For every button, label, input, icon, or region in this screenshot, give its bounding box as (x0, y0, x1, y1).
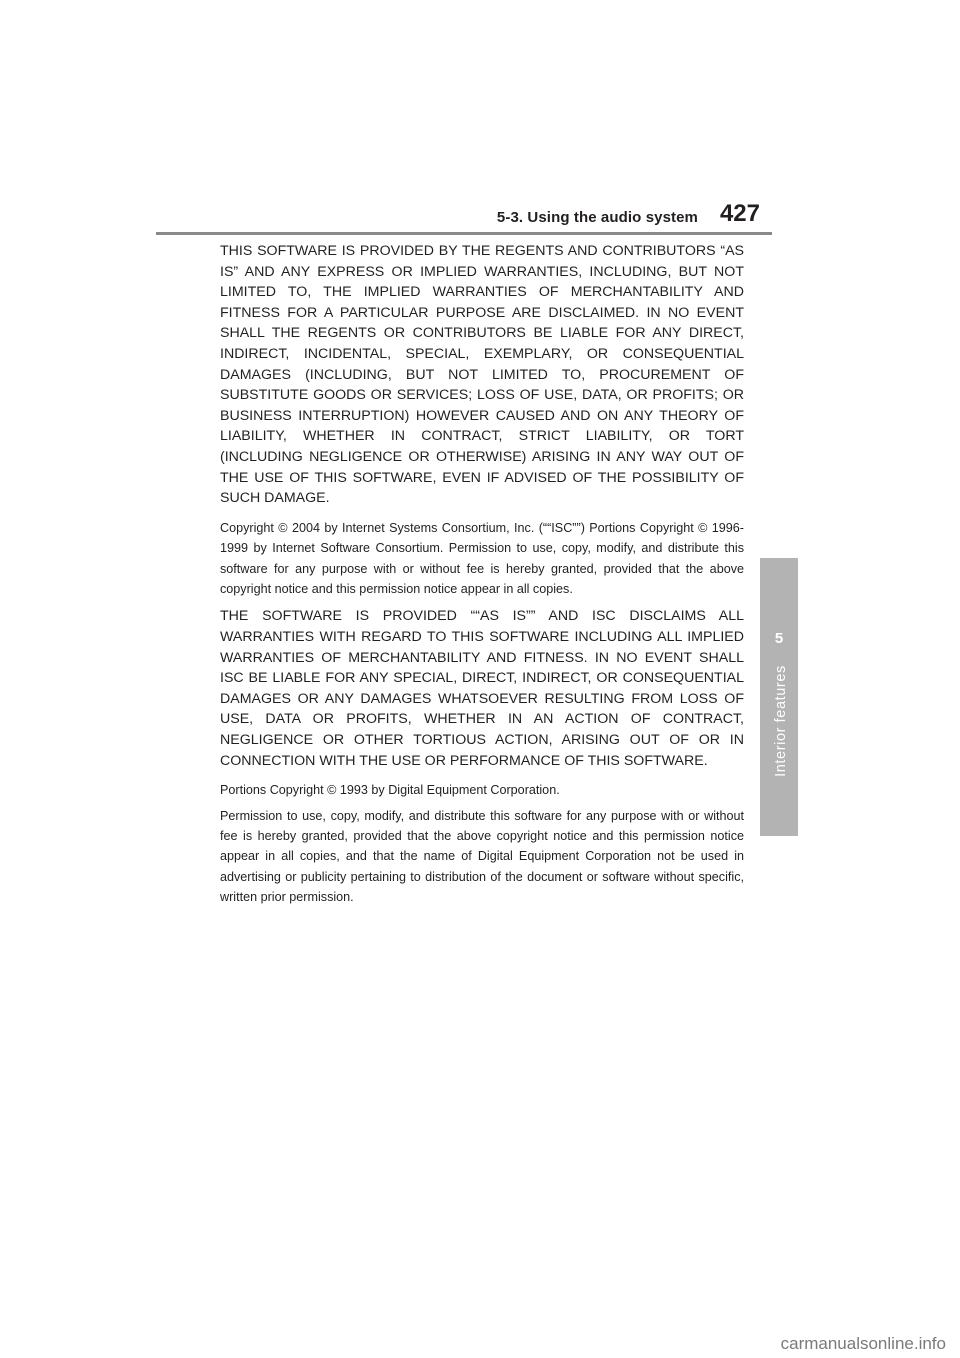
watermark-text: carmanualsonline.info (780, 1334, 946, 1353)
dec-permission-paragraph: Permission to use, copy, modify, and distribute this software for any purpose with or without fee is hereby granted, provided that the above copyright notice and this permission notice appear in all copies, and that the name of Digital Equipment Corporation not be used in advertising or publicity pertaining to distribution of the document or software without specific, written prior permission. (220, 808, 744, 905)
isc-copyright-paragraph: Copyright © 2004 by Internet Systems Consortium, Inc. (““ISC””) Portions Copyright © 1996-1999 by Internet Software Consortium. Permission to use, copy, modify, and distribute this software for any purpose with or without fee is hereby granted, provided that the above copyright notice and this permission notice appear in all copies. (220, 520, 744, 596)
regents-disclaimer-paragraph: THIS SOFTWARE IS PROVIDED BY THE REGENTS AND CONTRIBUTORS “AS IS” AND ANY EXPRESS OR IMPLIED WARRANTIES, INCLUDING, BUT NOT LIMITED TO, THE IMPLIED WARRANTIES OF MERCHANTABILITY AND FITNESS FOR A PARTICULAR PURPOSE ARE DISCLAIMED. IN NO EVENT SHALL THE REGENTS OR CONTRIBUTORS BE LIABLE FOR ANY DIRECT, INDIRECT, INCIDENTAL, SPECIAL, EXEMPLARY, OR CONSEQUENTIAL DAMAGES (INCLUDING, BUT NOT LIMITED TO, PROCUREMENT OF SUBSTITUTE GOODS OR SERVICES; LOSS OF USE, DATA, OR PROFITS; OR BUSINESS INTERRUPTION) HOWEVER CAUSED AND ON ANY THEORY OF LIABILITY, WHETHER IN CONTRACT, STRICT LIABILITY, OR TORT (INCLUDING NEGLIGENCE OR OTHERWISE) ARISING IN ANY WAY OUT OF THE USE OF THIS SOFTWARE, EVEN IF ADVISED OF THE POSSIBILITY OF SUCH DAMAGE. (220, 243, 744, 507)
chapter-number: 5 (774, 630, 784, 647)
chapter-label-container (761, 608, 801, 834)
page-number: 427 (719, 200, 760, 227)
page-header (0, 0, 960, 240)
license-text (220, 241, 744, 915)
isc-disclaimer-paragraph: THE SOFTWARE IS PROVIDED ““AS IS”” AND ISC DISCLAIMS ALL WARRANTIES WITH REGARD TO THIS SOFTWARE INCLUDING ALL IMPLIED WARRANTIES OF MERCHANTABILITY AND FITNESS. IN NO EVENT SHALL ISC BE LIABLE FOR ANY SPECIAL, DIRECT, INDIRECT, OR CONSEQUENTIAL DAMAGES OR ANY DAMAGES WHATSOEVER RESULTING FROM LOSS OF USE, DATA OR PROFITS, WHETHER IN AN ACTION OF CONTRACT, NEGLIGENCE OR OTHER TORTIOUS ACTION, ARISING OUT OF OR IN CONNECTION WITH THE USE OR PERFORMANCE OF THIS SOFTWARE. (220, 608, 744, 769)
chapter-label: Interior features (773, 665, 789, 777)
section-title: 5-3. Using the audio system (496, 209, 698, 226)
header-divider (156, 232, 772, 235)
dec-copyright-paragraph: Portions Copyright © 1993 by Digital Equipment Corporation. (220, 783, 560, 798)
